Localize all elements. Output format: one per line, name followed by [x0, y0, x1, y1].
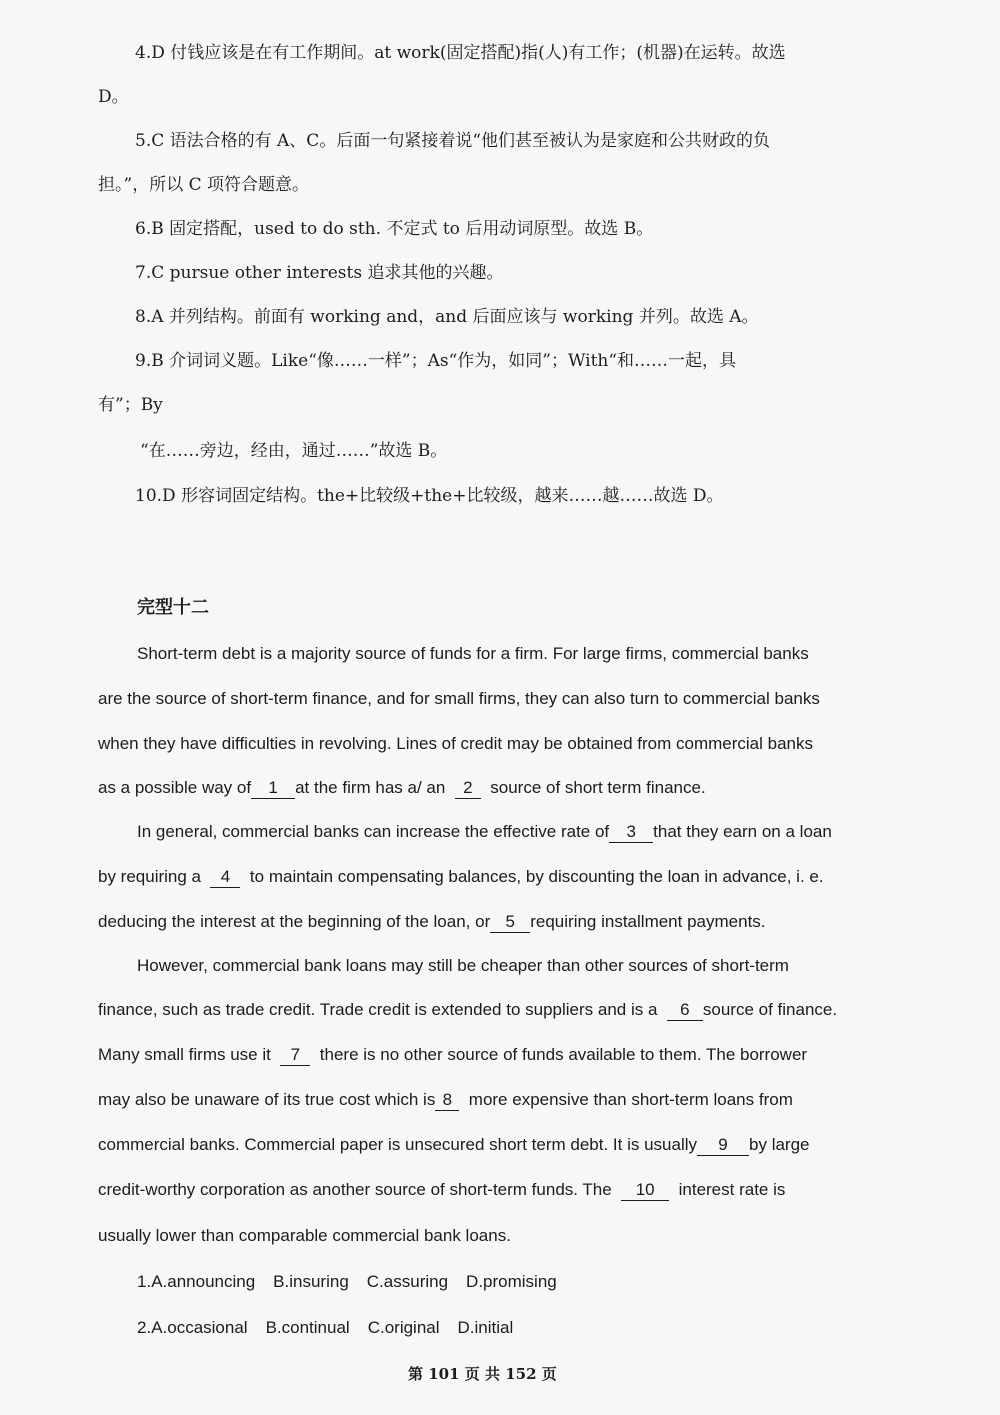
passage-text: requiring installment payments. — [530, 912, 766, 931]
blank-4: 4 — [210, 868, 240, 888]
question-number: 1. — [137, 1272, 152, 1291]
blank-2: 2 — [455, 779, 481, 799]
passage-line — [98, 1180, 785, 1201]
passage-line — [98, 912, 766, 933]
answer-8: 8.A 并列结构。前面有 working and，and 后面应该与 working 并列。故选 A。 — [135, 307, 759, 327]
answer-6: 6.B 固定搭配，used to do sth. 不定式 to 后用动词原型。故选 B。 — [135, 219, 654, 239]
passage-text: interest rate is — [678, 1180, 786, 1199]
option-b: B.insuring — [273, 1272, 349, 1291]
option-a: A.announcing — [151, 1272, 256, 1291]
answer-7: 7.C pursue other interests 追求其他的兴趣。 — [135, 263, 504, 283]
passage-text: In general, commercial banks can increase the effective rate of — [137, 822, 610, 841]
option-d: D.promising — [466, 1272, 557, 1291]
blank-3: 3 — [609, 823, 653, 843]
passage-text: as a possible way of — [98, 778, 252, 797]
passage-text: that they earn on a loan — [653, 822, 832, 841]
section-title: 完型十二 — [137, 597, 209, 618]
answer-4-line2: D。 — [98, 87, 129, 107]
passage-text: there is no other source of funds available to them. The borrower — [319, 1045, 808, 1064]
passage-line — [98, 1135, 810, 1156]
passage-line — [98, 867, 824, 888]
passage-text: finance, such as trade credit. Trade credit is extended to suppliers and is a — [98, 1000, 658, 1019]
passage-text: commercial banks. Commercial paper is unsecured short term debt. It is usually — [98, 1135, 698, 1154]
passage-line: are the source of short-term finance, and for small firms, they can also turn to commercial banks — [98, 689, 820, 708]
passage-line — [98, 1045, 807, 1066]
passage-text: by requiring a — [98, 867, 202, 886]
blank-6: 6 — [667, 1001, 703, 1021]
blank-8: 8 — [435, 1091, 459, 1111]
blank-10: 10 — [621, 1181, 669, 1201]
blank-5: 5 — [490, 913, 530, 933]
option-c: C.original — [367, 1318, 440, 1337]
option-b: B.continual — [265, 1318, 350, 1337]
passage-line: However, commercial bank loans may still be cheaper than other sources of short-term — [137, 956, 789, 975]
passage-text: at the firm has a/ an — [295, 778, 446, 797]
passage-text: source of finance. — [702, 1000, 838, 1019]
answer-9-line3: “在……旁边，经由，通过……”故选 B。 — [140, 441, 448, 461]
answer-4-line1: 4.D 付钱应该是在有工作期间。at work(固定搭配)指(人)有工作；(机器)在运转。故选 — [135, 43, 786, 63]
passage-line: when they have difficulties in revolving. Lines of credit may be obtained from commercial banks — [98, 734, 813, 753]
option-a: A.occasional — [151, 1318, 248, 1337]
blank-7: 7 — [280, 1046, 310, 1066]
question-number: 2. — [137, 1318, 152, 1337]
passage-line — [98, 1000, 837, 1021]
passage-text: by large — [749, 1135, 810, 1154]
answer-10: 10.D 形容词固定结构。the+比较级+the+比较级，越来……越……故选 D。 — [135, 486, 724, 506]
option-d: D.initial — [457, 1318, 514, 1337]
passage-line: usually lower than comparable commercial bank loans. — [98, 1226, 511, 1245]
answer-9-line1: 9.B 介词词义题。Like“像……一样”；As“作为，如同”；With“和……一起，具 — [135, 351, 737, 371]
passage-line — [137, 822, 832, 843]
answer-5-line1: 5.C 语法合格的有 A、C。后面一句紧接着说“他们甚至被认为是家庭和公共财政的负 — [135, 131, 771, 151]
passage-text: source of short term finance. — [490, 778, 706, 797]
passage-text: more expensive than short-term loans from — [468, 1090, 793, 1109]
page-number: 第 101 页 共 152 页 — [408, 1365, 557, 1383]
answer-5-line2: 担。”，所以 C 项符合题意。 — [98, 175, 310, 195]
answer-9-line2: 有”；By — [98, 395, 163, 415]
blank-1: 1 — [251, 779, 295, 799]
blank-9: 9 — [697, 1136, 749, 1156]
option-c: C.assuring — [366, 1272, 449, 1291]
passage-text: deducing the interest at the beginning of the loan, or — [98, 912, 491, 931]
passage-text: may also be unaware of its true cost which is — [98, 1090, 436, 1109]
passage-text: credit-worthy corporation as another source of short-term funds. The — [98, 1180, 612, 1199]
question-2 — [137, 1318, 531, 1338]
passage-line: Short-term debt is a majority source of funds for a firm. For large firms, commercial banks — [137, 644, 809, 663]
question-1 — [137, 1272, 575, 1292]
passage-text: to maintain compensating balances, by discounting the loan in advance, i. e. — [249, 867, 824, 886]
passage-text: Many small firms use it — [98, 1045, 271, 1064]
passage-line — [98, 778, 706, 799]
passage-line — [98, 1090, 793, 1111]
